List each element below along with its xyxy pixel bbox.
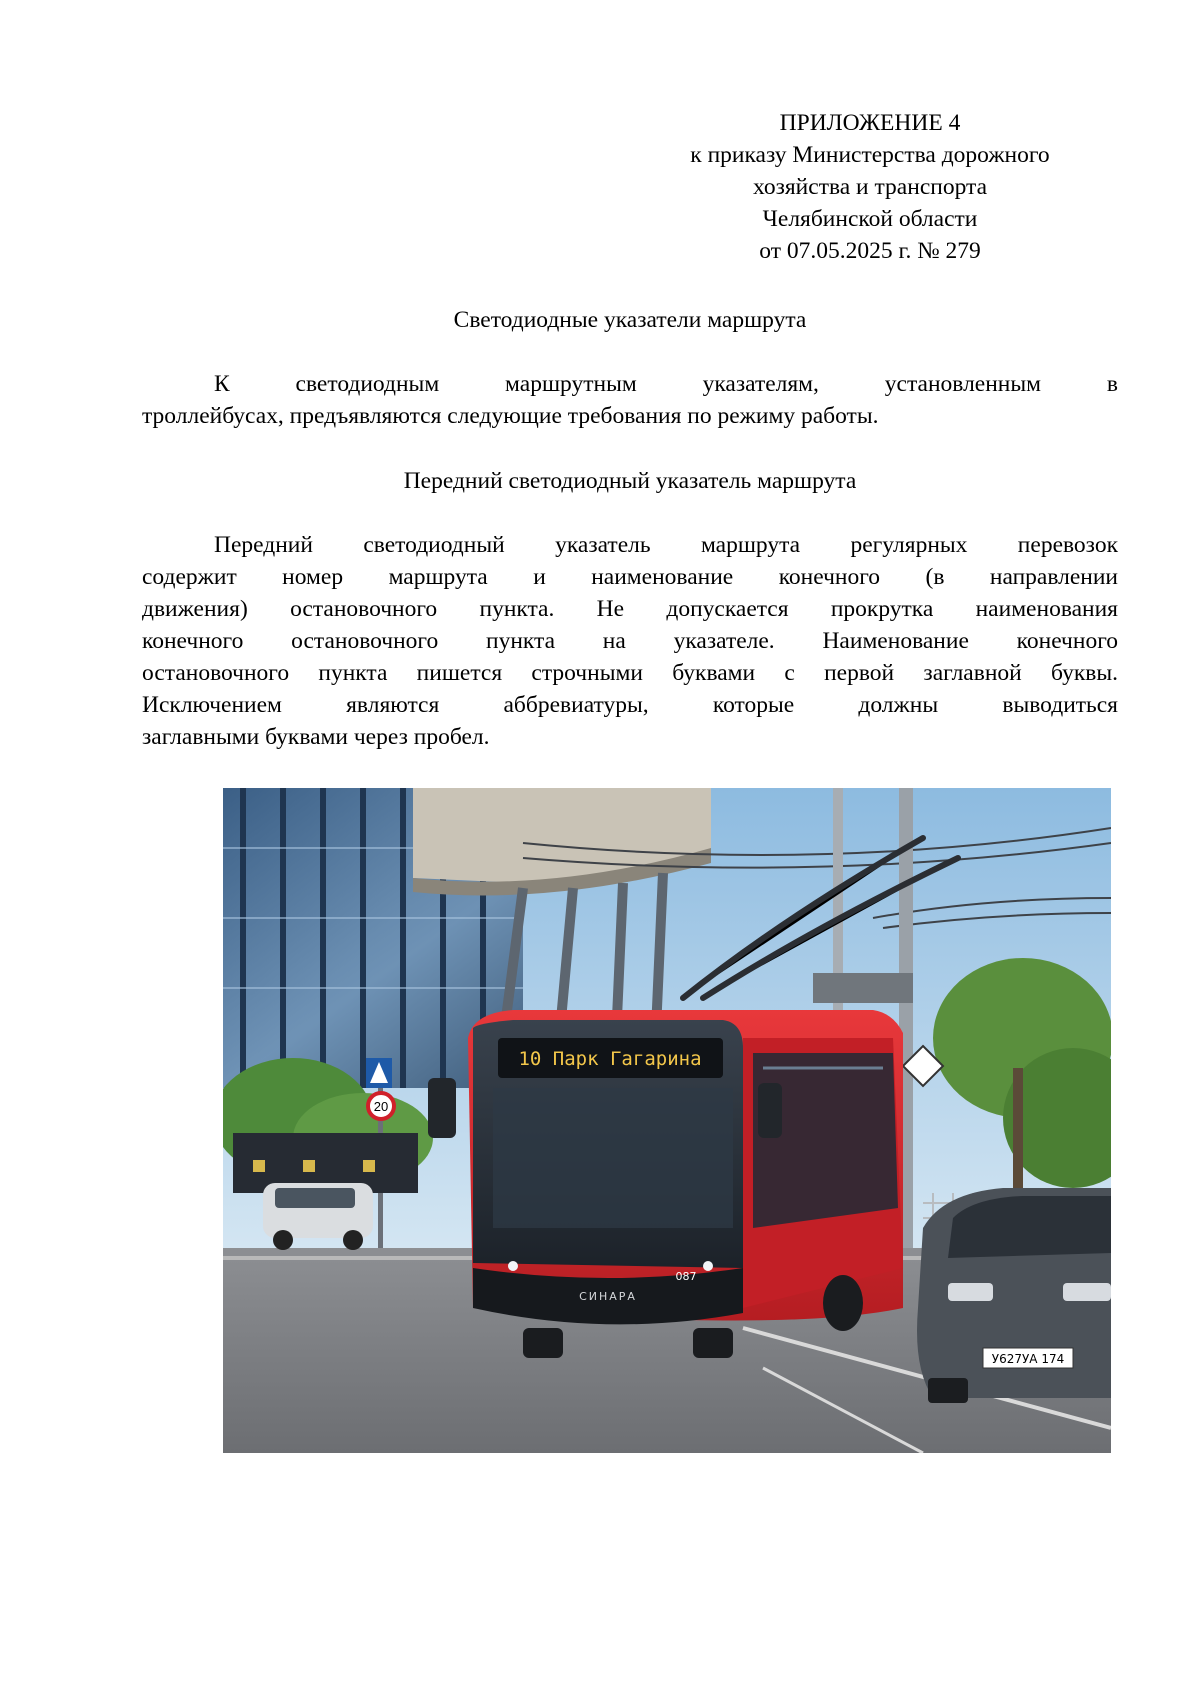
destination-sign: 10 Парк Гагарина [518, 1048, 702, 1070]
bus-brand: СИНАРА [579, 1290, 637, 1303]
appendix-number: ПРИЛОЖЕНИЕ 4 [779, 110, 961, 136]
body-line: движения) остановочного пункта. Не допускается прокрутка наименования [142, 596, 1118, 622]
grey-car [917, 1188, 1111, 1403]
body-paragraph [142, 529, 1118, 753]
section-title: Светодиодные указатели маршрута [453, 307, 807, 333]
intro-line: К светодиодным маршрутным указателям, установленным в [214, 371, 1118, 397]
speed-limit-sign: 20 [373, 1099, 389, 1114]
car-license-plate: У627УА 174 [991, 1352, 1065, 1366]
appendix-order-line: к приказу Министерства дорожного [690, 142, 1050, 168]
appendix-header [620, 107, 1120, 267]
bus-number: 087 [675, 1270, 697, 1283]
body-line: заглавными буквами через пробел. [142, 724, 490, 750]
body-line: содержит номер маршрута и наименование конечного (в направлении [142, 564, 1118, 590]
body-line: Передний светодиодный указатель маршрута регулярных перевозок [214, 532, 1118, 558]
intro-line: троллейбусах, предъявляются следующие требования по режиму работы. [142, 403, 879, 429]
body-line: конечного остановочного пункта на указателе. Наименование конечного [142, 628, 1118, 654]
body-line: Исключением являются аббревиатуры, которые должны выводиться [142, 692, 1118, 718]
subsection-title: Передний светодиодный указатель маршрута [403, 468, 857, 494]
appendix-region-line: Челябинской области [762, 206, 978, 232]
body-line: остановочного пункта пишется строчными буквами с первой заглавной буквы. [142, 660, 1118, 686]
intro-paragraph [142, 368, 1118, 432]
appendix-ministry-line: хозяйства и транспорта [752, 174, 987, 200]
appendix-date-line: от 07.05.2025 г. № 279 [759, 238, 981, 264]
trolleybus-photo [223, 788, 1111, 1453]
trolleybus [428, 1010, 903, 1358]
